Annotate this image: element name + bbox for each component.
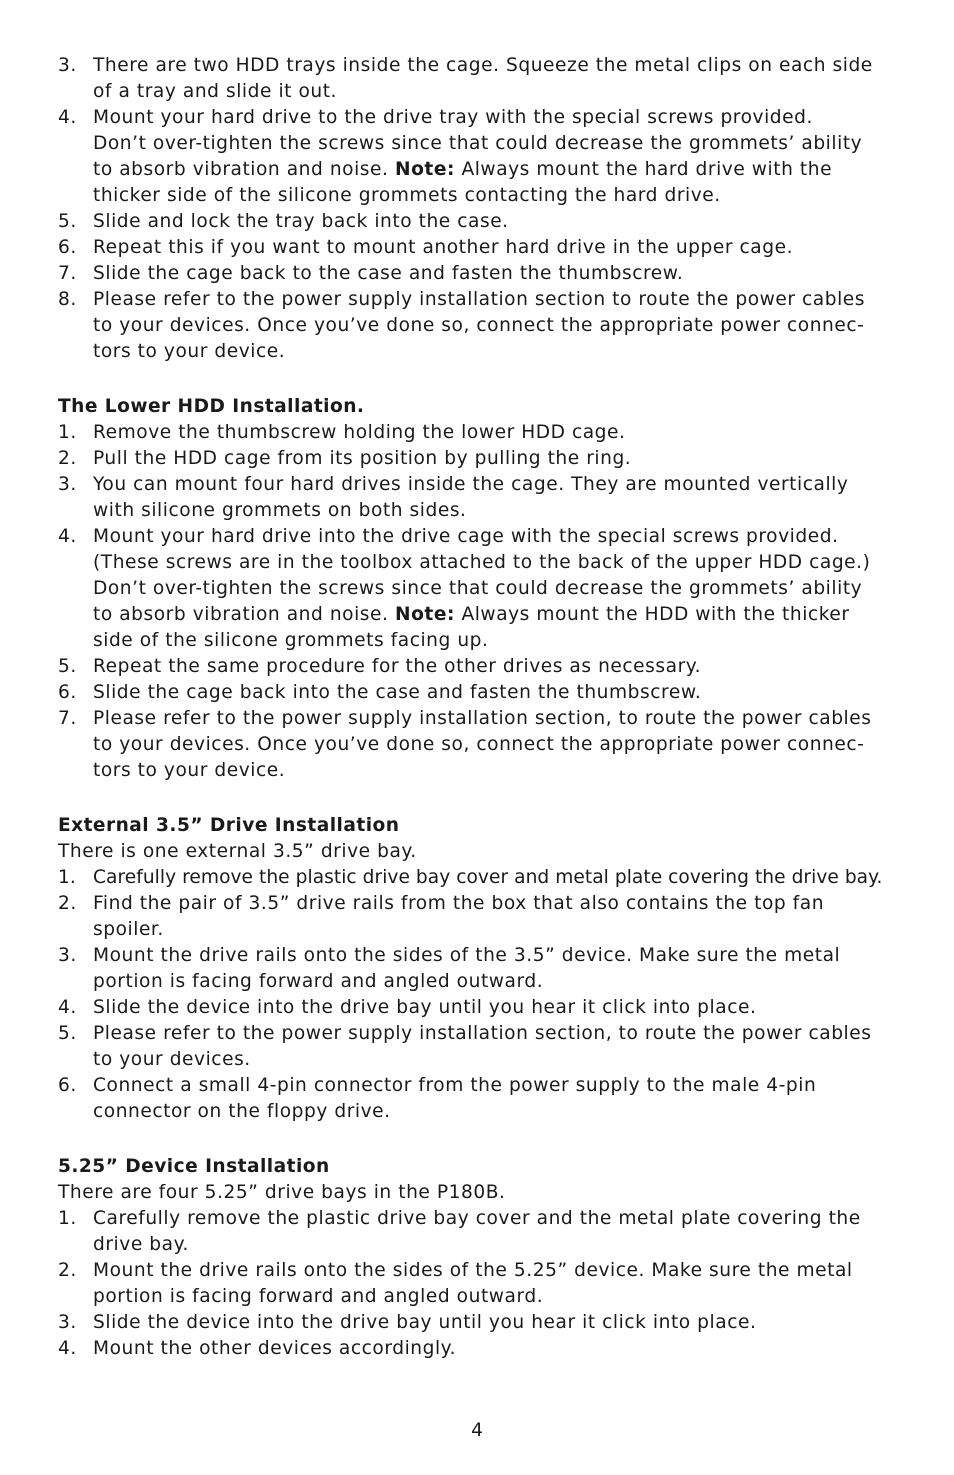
- list-item-text: Don’t over-tighten the screws since that could decrease the grommets’ ability: [93, 578, 863, 599]
- list-item-text: Slide the device into the drive bay until you hear it click into place.: [93, 1312, 757, 1333]
- list-item-text: Mount your hard drive into the drive cage with the special screws provided.: [93, 526, 839, 547]
- list-item-text: to your devices. Once you’ve done so, connect the appropriate power connec-: [93, 315, 865, 336]
- lower-hdd-heading: The Lower HDD Installation.: [58, 396, 365, 417]
- list-item-number: 4.: [58, 107, 77, 128]
- list-item-line: [58, 602, 894, 628]
- list-item-line: [58, 79, 894, 105]
- list-item-text: Don’t over-tighten the screws since that could decrease the grommets’ ability: [93, 133, 863, 154]
- list-item-line: [58, 680, 894, 706]
- list-item-text: Pull the HDD cage from its position by pulling the ring.: [93, 448, 632, 469]
- list-item-line: [58, 943, 894, 969]
- list-item-text: Slide and lock the tray back into the case.: [93, 211, 509, 232]
- list-item-line: [58, 865, 894, 891]
- list-item-number: 5.: [58, 656, 77, 677]
- list-item-text: Mount the drive rails onto the sides of the 5.25” device. Make sure the metal: [93, 1260, 853, 1281]
- note-label: Note:: [394, 159, 455, 180]
- external-35-steps: [58, 865, 894, 1125]
- list-item-number: 7.: [58, 263, 77, 284]
- list-item-text: connector on the floppy drive.: [93, 1101, 391, 1122]
- list-item-text: Mount your hard drive to the drive tray with the special screws provided.: [93, 107, 813, 128]
- list-item-text: Slide the cage back into the case and fasten the thumbscrew.: [93, 682, 702, 703]
- list-item-number: 1.: [58, 422, 77, 443]
- list-item-text: portion is facing forward and angled outward.: [93, 1286, 544, 1307]
- list-item-text: Connect a small 4-pin connector from the power supply to the male 4-pin: [93, 1075, 817, 1096]
- device-525-steps: [58, 1206, 894, 1362]
- list-item-number: 3.: [58, 945, 77, 966]
- list-item-line: [58, 1206, 894, 1232]
- list-item-line: [58, 235, 894, 261]
- list-item-line: [58, 576, 894, 602]
- list-item-number: 4.: [58, 997, 77, 1018]
- list-item-text: drive bay.: [93, 1234, 189, 1255]
- device-525-intro: There are four 5.25” drive bays in the P180B.: [58, 1182, 506, 1203]
- list-item-line: [58, 313, 894, 339]
- list-item-text: tors to your device.: [93, 341, 286, 362]
- list-item-line: [58, 891, 894, 917]
- list-item-text: tors to your device.: [93, 760, 286, 781]
- list-item-number: 2.: [58, 448, 77, 469]
- list-item-line: [58, 339, 894, 365]
- list-item-text: Please refer to the power supply installation section, to route the power cables: [93, 1023, 872, 1044]
- list-item-number: 6.: [58, 237, 77, 258]
- external-35-heading: External 3.5” Drive Installation: [58, 815, 400, 836]
- list-item-line: [58, 183, 894, 209]
- list-item-number: 3.: [58, 1312, 77, 1333]
- list-item-number: 6.: [58, 682, 77, 703]
- list-item-text: Please refer to the power supply installation section, to route the power cables: [93, 708, 872, 729]
- list-item-line: [58, 1284, 894, 1310]
- list-item-line: [58, 706, 894, 732]
- list-item-line: [58, 472, 894, 498]
- list-item-text: spoiler.: [93, 919, 164, 940]
- list-item-line: [58, 1232, 894, 1258]
- list-item-line: [58, 1021, 894, 1047]
- list-item-number: 4.: [58, 526, 77, 547]
- list-item-number: 1.: [58, 867, 76, 888]
- list-item-text: Slide the device into the drive bay until you hear it click into place.: [93, 997, 757, 1018]
- list-item-text: to your devices.: [93, 1049, 251, 1070]
- list-item-line: [58, 758, 894, 784]
- list-item-line: [58, 1047, 894, 1073]
- list-item-text: with silicone grommets on both sides.: [93, 500, 467, 521]
- list-item-line: [58, 420, 894, 446]
- list-item-number: 5.: [58, 211, 77, 232]
- list-item-number: 4.: [58, 1338, 77, 1359]
- list-item-text: Carefully remove the plastic drive bay cover and the metal plate covering the: [93, 1208, 861, 1229]
- list-item-number: 2.: [58, 893, 77, 914]
- list-item-text: Remove the thumbscrew holding the lower HDD cage.: [93, 422, 626, 443]
- list-item-text: Find the pair of 3.5” drive rails from the box that also contains the top fan: [93, 893, 825, 914]
- list-item-number: 8.: [58, 289, 77, 310]
- list-item-line: [58, 524, 894, 550]
- device-525-heading: 5.25” Device Installation: [58, 1156, 330, 1177]
- list-item-line: [58, 261, 894, 287]
- list-item-number: 1.: [58, 1208, 77, 1229]
- list-item-line: [58, 1073, 894, 1099]
- list-item-line: [58, 1336, 894, 1362]
- list-item-number: 2.: [58, 1260, 77, 1281]
- list-item-text: Repeat this if you want to mount another hard drive in the upper cage.: [93, 237, 794, 258]
- list-item-line: [58, 131, 894, 157]
- list-item-line: [58, 917, 894, 943]
- list-item-line: [58, 209, 894, 235]
- list-item-line: [58, 732, 894, 758]
- list-item-line: [58, 287, 894, 313]
- list-item-number: 7.: [58, 708, 77, 729]
- external-35-intro: There is one external 3.5” drive bay.: [58, 841, 417, 862]
- list-item-text: Please refer to the power supply installation section to route the power cables: [93, 289, 866, 310]
- list-item-line: [58, 53, 894, 79]
- list-item-line: [58, 498, 894, 524]
- list-item-line: [58, 1099, 894, 1125]
- list-item-line: [58, 628, 894, 654]
- list-item-text: side of the silicone grommets facing up.: [93, 630, 489, 651]
- list-item-text: There are two HDD trays inside the cage. Squeeze the metal clips on each side: [93, 55, 873, 76]
- list-item-line: [58, 995, 894, 1021]
- list-item-text: Repeat the same procedure for the other drives as necessary.: [93, 656, 702, 677]
- list-item-text: to absorb vibration and noise. Note: Always mount the HDD with the thicker: [93, 604, 850, 625]
- list-item-number: 3.: [58, 55, 77, 76]
- list-item-text: to absorb vibration and noise. Note: Always mount the hard drive with the: [93, 159, 833, 180]
- list-item-text: Mount the drive rails onto the sides of the 3.5” device. Make sure the metal: [93, 945, 841, 966]
- list-item-text: Mount the other devices accordingly.: [93, 1338, 457, 1359]
- list-item-text: Slide the cage back to the case and fasten the thumbscrew.: [93, 263, 684, 284]
- list-item-line: [58, 105, 894, 131]
- list-item-text: to your devices. Once you’ve done so, connect the appropriate power connec-: [93, 734, 865, 755]
- page-number: 4: [471, 1420, 483, 1441]
- manual-page: [58, 53, 894, 1362]
- list-item-text: thicker side of the silicone grommets contacting the hard drive.: [93, 185, 721, 206]
- note-label: Note:: [394, 604, 455, 625]
- list-item-line: [58, 1310, 894, 1336]
- list-item-text: Carefully remove the plastic drive bay cover and metal plate covering the drive bay.: [93, 867, 883, 888]
- list-item-number: 5.: [58, 1023, 77, 1044]
- list-item-line: [58, 446, 894, 472]
- list-item-line: [58, 969, 894, 995]
- list-item-number: 3.: [58, 474, 77, 495]
- lower-hdd-steps: [58, 420, 894, 784]
- list-item-text: portion is facing forward and angled outward.: [93, 971, 544, 992]
- list-item-line: [58, 654, 894, 680]
- list-item-text: of a tray and slide it out.: [93, 81, 338, 102]
- list-item-text: You can mount four hard drives inside the cage. They are mounted vertically: [93, 474, 849, 495]
- upper-hdd-steps: [58, 53, 894, 365]
- list-item-line: [58, 157, 894, 183]
- list-item-line: [58, 550, 894, 576]
- list-item-line: [58, 1258, 894, 1284]
- list-item-number: 6.: [58, 1075, 77, 1096]
- list-item-text: (These screws are in the toolbox attached to the back of the upper HDD cage.): [93, 552, 871, 573]
